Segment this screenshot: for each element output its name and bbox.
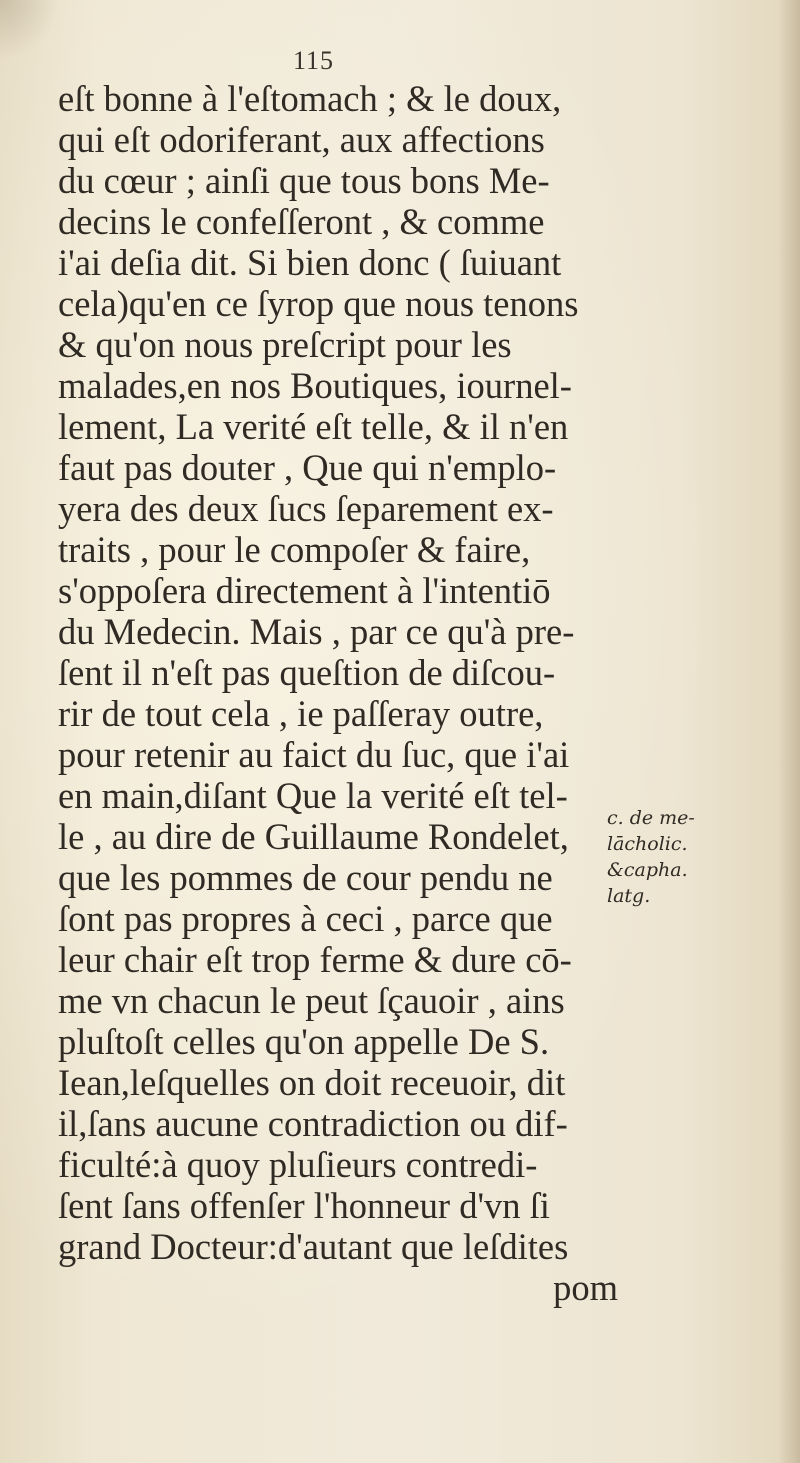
text-line: en main,diſant Que la verité eſt tel- (58, 775, 568, 816)
marginal-note-line: c. de me- (607, 807, 695, 829)
text-line: i'ai deſia dit. Si bien donc ( ſuiuant (58, 242, 562, 283)
text-line: decins le confeſſeront , & comme (58, 201, 545, 242)
text-line: il,ſans aucune contradiction ou dif- (58, 1103, 568, 1144)
body-text (58, 78, 618, 1308)
text-line: grand Docteur:d'autant que leſdites (58, 1226, 569, 1267)
marginal-note-line: &capha. (607, 859, 688, 881)
text-line: cela)qu'en ce ſyrop que nous tenons (58, 283, 579, 324)
text-line: du cœur ; ainſi que tous bons Me- (58, 160, 550, 201)
text-line: faut pas douter , Que qui n'emplo- (58, 447, 557, 488)
text-line: pour retenir au faict du ſuc, que i'ai (58, 734, 570, 775)
page-wear (0, 0, 60, 60)
page-edge-shadow (778, 0, 800, 1463)
text-line: pluſtoſt celles qu'on appelle De S. (58, 1021, 550, 1062)
text-line: s'oppoſera directement à l'intentiō (58, 570, 551, 611)
text-line: rir de tout cela , ie paſſeray outre, (58, 693, 544, 734)
text-line: ſent il n'eſt pas queſtion de diſcou- (58, 652, 556, 693)
text-line: yera des deux ſucs ſeparement ex- (58, 488, 554, 529)
text-line: lement, La verité eſt telle, & il n'en (58, 406, 569, 447)
text-line: que les pommes de cour pendu ne (58, 857, 553, 898)
text-line: & qu'on nous preſcript pour les (58, 324, 512, 365)
marginal-note (607, 805, 717, 909)
text-line: ſont pas propres à ceci , parce que (58, 898, 553, 939)
marginal-note-line: lācholic. (607, 833, 688, 855)
text-line: eſt bonne à l'eſtomach ; & le doux, (58, 78, 562, 119)
text-line: ficulté:à quoy pluſieurs contredi- (58, 1144, 538, 1185)
text-line: ſent ſans offenſer l'honneur d'vn ſi (58, 1185, 550, 1226)
text-line: Iean,leſquelles on doit receuoir, dit (58, 1062, 566, 1103)
text-line: qui eſt odoriferant, aux affections (58, 119, 545, 160)
page-number: 115 (293, 46, 335, 75)
catchword: pom (553, 1267, 618, 1308)
text-line: malades,en nos Boutiques, iournel- (58, 365, 572, 406)
marginal-note-line: latg. (607, 885, 651, 907)
text-line: traits , pour le compoſer & faire, (58, 529, 531, 570)
text-line: leur chair eſt trop ferme & dure cō- (58, 939, 572, 980)
text-line: le , au dire de Guillaume Rondelet, (58, 816, 569, 857)
text-line: me vn chacun le peut ſçauoir , ains (58, 980, 565, 1021)
text-line: du Medecin. Mais , par ce qu'à pre- (58, 611, 575, 652)
